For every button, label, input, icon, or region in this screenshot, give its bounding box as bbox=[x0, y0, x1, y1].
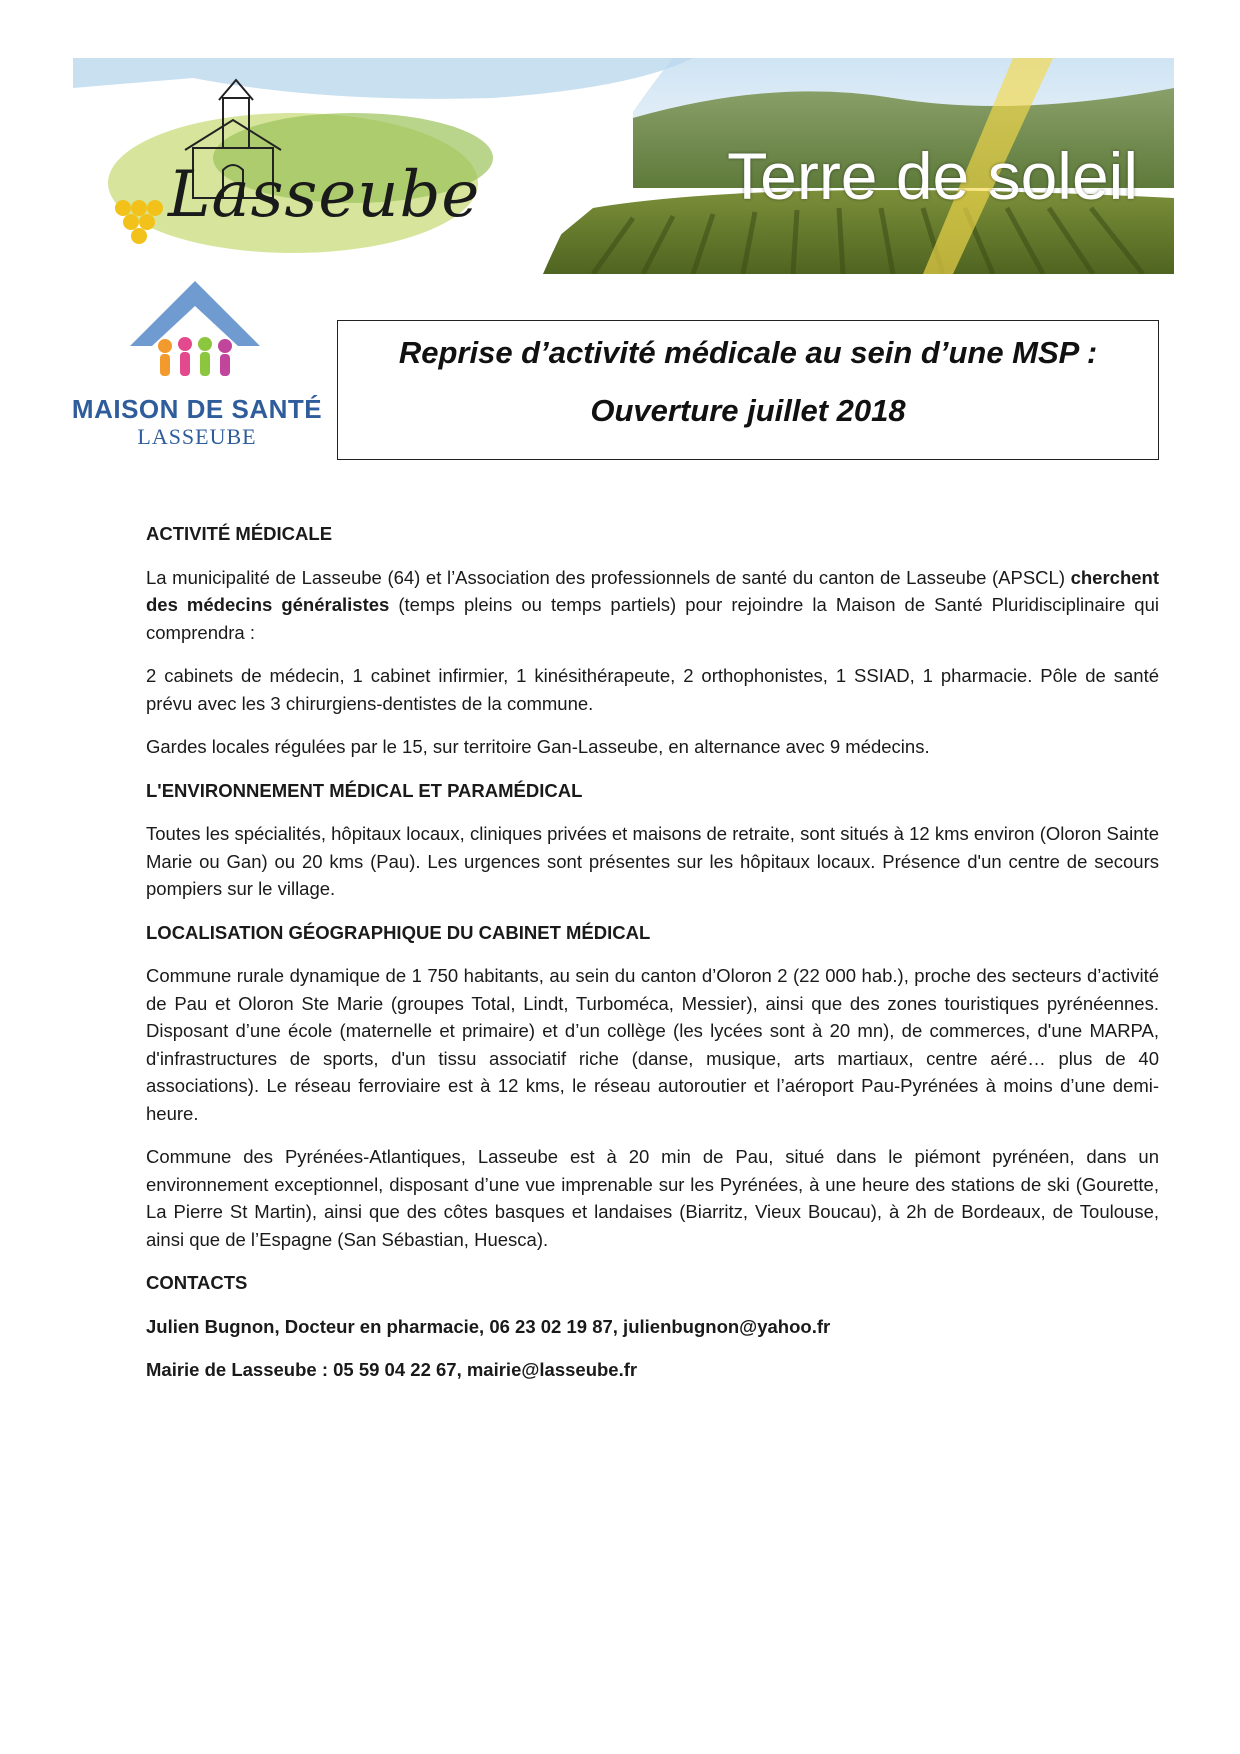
town-logo-wordmark: Lasseube bbox=[168, 158, 481, 232]
paragraph-environment: Toutes les spécialités, hôpitaux locaux, cliniques privées et maisons de retraite, sont situés à 12 kms environ (Oloron Sainte Marie ou Gan) ou 20 kms (Pau). Les urgences sont présentes sur les hôpitaux locaux. Présence d'un centre de secours pompiers sur le village. bbox=[146, 823, 1159, 899]
heading-contacts: CONTACTS bbox=[146, 1272, 248, 1293]
msp-town: LASSEUBE bbox=[137, 424, 257, 449]
title-box bbox=[337, 320, 1159, 460]
house-family-icon bbox=[120, 276, 270, 388]
contact-town-hall: Mairie de Lasseube : 05 59 04 22 67, mairie@lasseube.fr bbox=[146, 1359, 638, 1380]
msp-name: MAISON DE SANTÉ bbox=[71, 394, 323, 424]
title-line-2: Ouverture juillet 2018 bbox=[590, 393, 906, 428]
heading-medical-activity: ACTIVITÉ MÉDICALE bbox=[146, 523, 333, 544]
contact-pharmacist: Julien Bugnon, Docteur en pharmacie, 06 23 02 19 87, julienbugnon@yahoo.fr bbox=[146, 1315, 831, 1337]
document-body bbox=[146, 520, 1159, 1400]
msp-logo bbox=[70, 276, 324, 454]
heading-environment: L'ENVIRONNEMENT MÉDICAL ET PARAMÉDICAL bbox=[146, 779, 583, 801]
paragraph-commune: Commune rurale dynamique de 1 750 habitants, au sein du canton d’Oloron 2 (22 000 hab.), proche des secteurs d’activité de Pau et Oloron Ste Marie (groupes Total, Lindt, Turboméca, Messier), ainsi que des zones touristiques pyrénéennes. Disposant d’une école (maternelle et primaire) et d’un collège (les lycées sont à 20 mn), de commerces, d'une MARPA, d'infrastructures de sports, d'un tissu associatif riche (danse, musique, arts martiaux, centre aéré… plus de 40 associations). Le réseau ferroviaire est à 12 kms, le réseau autoroutier et l’aéroport Pau-Pyrénées à moins d’une demi-heure. bbox=[146, 965, 1159, 1124]
paragraph-region: Commune des Pyrénées-Atlantiques, Lasseube est à 20 min de Pau, situé dans le piémont pyrénéen, dans un environnement exceptionnel, disposant d’une vue imprenable sur les Pyrénées, à une heure des stations de ski (Gourette, La Pierre St Martin), ainsi que des côtes basques et landaises (Biarritz, Vieux Boucau), à 2h de Bordeaux, de Toulouse, ainsi que de l’Espagne (San Sébastian, Huesca). bbox=[146, 1146, 1159, 1250]
paragraph-on-call: Gardes locales régulées par le 15, sur territoire Gan-Lasseube, en alternance avec 9 médecins. bbox=[146, 736, 930, 757]
paragraph-facilities: 2 cabinets de médecin, 1 cabinet infirmier, 1 kinésithérapeute, 2 orthophonistes, 1 SSIAD, 1 pharmacie. Pôle de santé prévu avec les 3 chirurgiens-dentistes de la commune. bbox=[146, 665, 1159, 714]
banner-tagline: Terre de soleil bbox=[727, 139, 1138, 213]
title-line-1: Reprise d’activité médicale au sein d’une MSP : bbox=[398, 335, 1098, 370]
header-banner bbox=[73, 58, 1174, 274]
recruitment-text-end: (temps pleins ou temps partiels) pour rejoindre la Maison de Santé Pluridisciplinaire qui comprendra : bbox=[146, 594, 1159, 643]
heading-location: LOCALISATION GÉOGRAPHIQUE DU CABINET MÉDICAL bbox=[146, 921, 651, 943]
recruitment-text-bold: cherchent des médecins généralistes bbox=[146, 566, 1159, 615]
recruitment-text-start: La municipalité de Lasseube (64) et l’Association des professionnels de santé du canton de Lasseube (APSCL) bbox=[146, 566, 1071, 588]
paragraph-recruitment bbox=[146, 564, 1159, 647]
